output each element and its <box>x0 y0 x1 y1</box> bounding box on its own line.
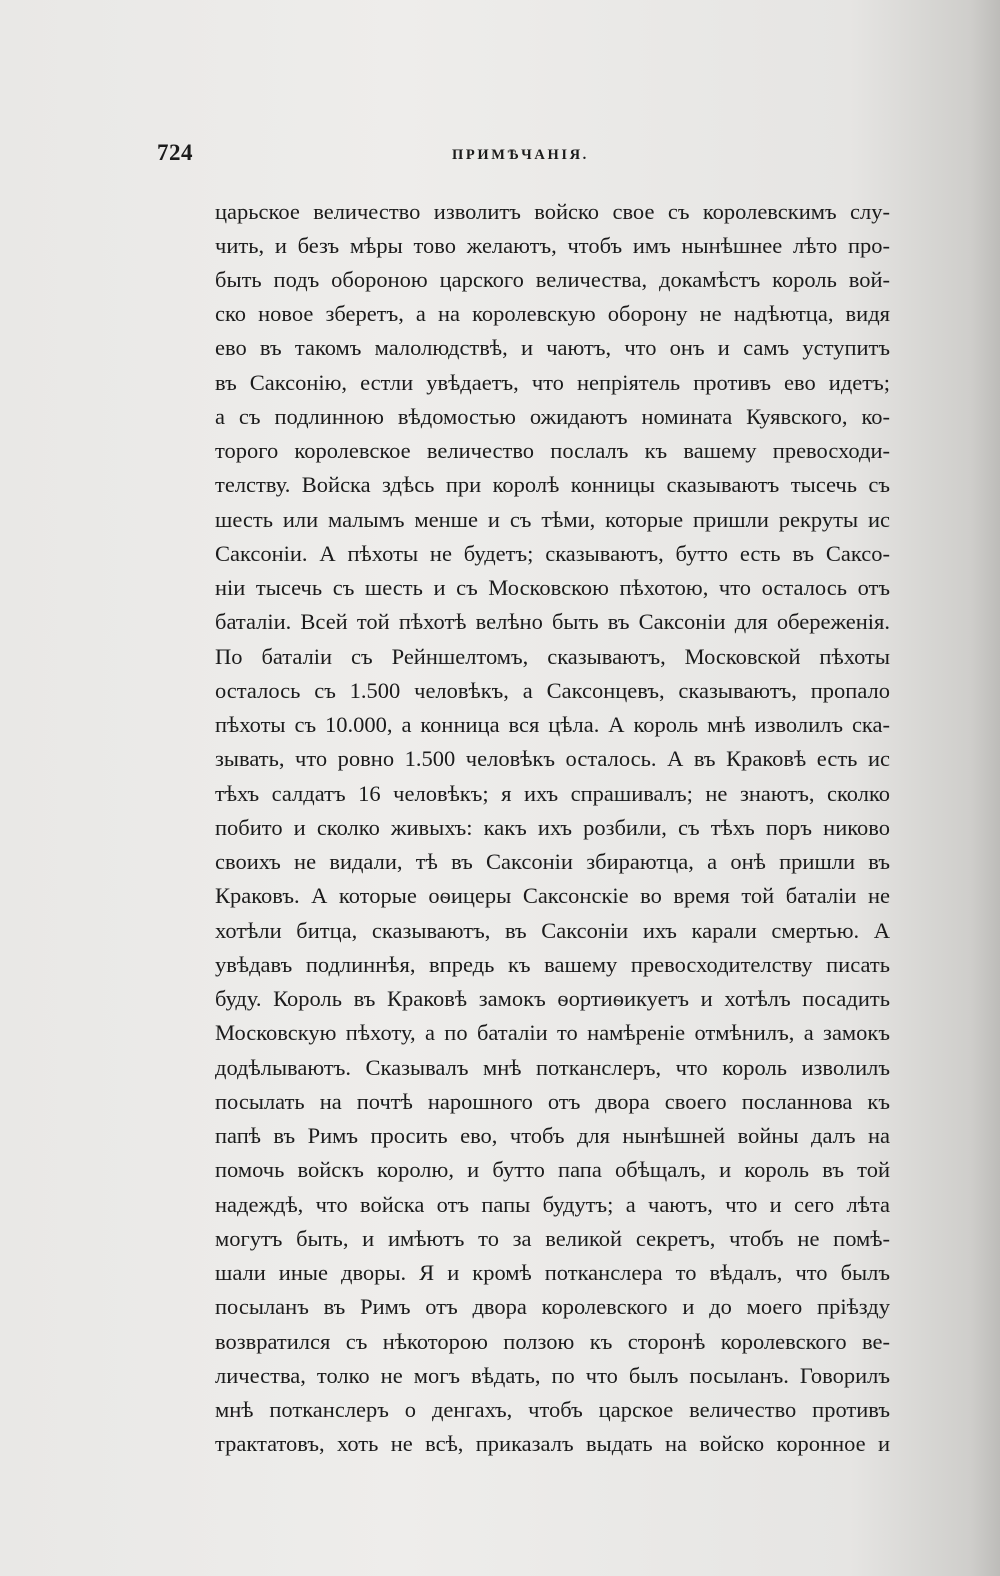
text-line: чить, и безъ мѣры тово желаютъ, чтобъ имъ нынѣшнее лѣто про- <box>215 233 890 258</box>
text-line: По баталіи съ Рейншелтомъ, сказываютъ, Московской пѣхоты <box>215 644 890 669</box>
text-line: увѣдавъ подлиннѣя, впредь къ вашему превосходителству писать <box>215 952 890 977</box>
text-line: буду. Король въ Краковѣ замокъ ѳортиѳикуетъ и хотѣлъ посадить <box>215 986 890 1011</box>
text-line: осталось съ 1.500 человѣкъ, а Саксонцевъ, сказываютъ, пропало <box>215 678 890 703</box>
text-line: мнѣ потканслеръ о денгахъ, чтобъ царское величество противъ <box>215 1397 890 1422</box>
text-line: пѣхоты съ 10.000, а конница вся цѣла. А король мнѣ изволилъ ска- <box>215 712 890 737</box>
text-line: въ Саксонію, естли увѣдаетъ, что непріятель противъ ево идетъ; <box>215 370 890 395</box>
text-line: телству. Войска здѣсь при королѣ конницы сказываютъ тысечь съ <box>215 472 890 497</box>
text-line: а съ подлинною вѣдомостью ожидаютъ номината Куявского, ко- <box>215 404 890 429</box>
text-line: баталіи. Всей той пѣхотѣ велѣно быть въ Саксоніи для обереженія. <box>215 609 890 634</box>
text-line: Краковъ. А которые оѳицеры Саксонскіе во время той баталіи не <box>215 883 890 908</box>
text-line: ско новое зберетъ, а на королевскую оборону не надѣютца, видя <box>215 301 890 326</box>
text-line: торого королевское величество послалъ къ вашему превосходи- <box>215 438 890 463</box>
page-number: 724 <box>157 140 193 165</box>
text-line: личества, толко не могъ вѣдать, по что былъ посыланъ. Говорилъ <box>215 1363 890 1388</box>
text-line: тѣхъ салдатъ 16 человѣкъ; я ихъ спрашивалъ; не знаютъ, сколко <box>215 781 890 806</box>
text-line: возвратился съ нѣкоторою ползою къ сторонѣ королевского ве- <box>215 1329 890 1354</box>
text-line: Московскую пѣхоту, а по баталіи то намѣреніе отмѣнилъ, а замокъ <box>215 1020 890 1045</box>
text-line: посылать на почтѣ нарошного отъ двора своего посланнова къ <box>215 1089 890 1114</box>
text-line: царьское величество изволитъ войско свое съ королевскимъ слу- <box>215 199 890 224</box>
text-line: Саксоніи. А пѣхоты не будетъ; сказываютъ, бутто есть въ Саксо- <box>215 541 890 566</box>
text-line: надеждѣ, что войска отъ папы будутъ; а чаютъ, что и сего лѣта <box>215 1192 890 1217</box>
text-line: своихъ не видали, тѣ въ Саксоніи збираютца, а онѣ пришли въ <box>215 849 890 874</box>
running-head: ПРИМѢЧАНІЯ. <box>452 147 589 163</box>
text-line: папѣ въ Римъ просить ево, чтобъ для нынѣшней войны далъ на <box>215 1123 890 1148</box>
text-line: зывать, что ровно 1.500 человѣкъ осталось. А въ Краковѣ есть ис <box>215 746 890 771</box>
text-line: быть подъ обороною царского величества, докамѣстъ король вой- <box>215 267 890 292</box>
text-line: посыланъ въ Римъ отъ двора королевского и до моего пріѣзду <box>215 1294 890 1319</box>
text-line: трактатовъ, хоть не всѣ, приказалъ выдать на войско коронное и <box>215 1431 890 1456</box>
text-line: шали иные дворы. Я и кромѣ потканслера то вѣдалъ, что былъ <box>215 1260 890 1285</box>
text-line: ево въ такомъ малолюдствѣ, и чаютъ, что онъ и самъ уступитъ <box>215 335 890 360</box>
text-line: побито и сколко живыхъ: какъ ихъ розбили, съ тѣхъ поръ никово <box>215 815 890 840</box>
text-line: ніи тысечь съ шесть и съ Московскою пѣхотою, что осталось отъ <box>215 575 890 600</box>
text-line: додѣлываютъ. Сказывалъ мнѣ потканслеръ, что король изволилъ <box>215 1055 890 1080</box>
text-line: могутъ быть, и имѣютъ то за великой секретъ, чтобъ не помѣ- <box>215 1226 890 1251</box>
text-line: хотѣли битца, сказываютъ, въ Саксоніи ихъ карали смертью. А <box>215 918 890 943</box>
text-line: помочь войскъ королю, и бутто папа обѣщалъ, и король въ той <box>215 1157 890 1182</box>
text-line: шесть или малымъ менше и съ тѣми, которые пришли рекруты ис <box>215 507 890 532</box>
